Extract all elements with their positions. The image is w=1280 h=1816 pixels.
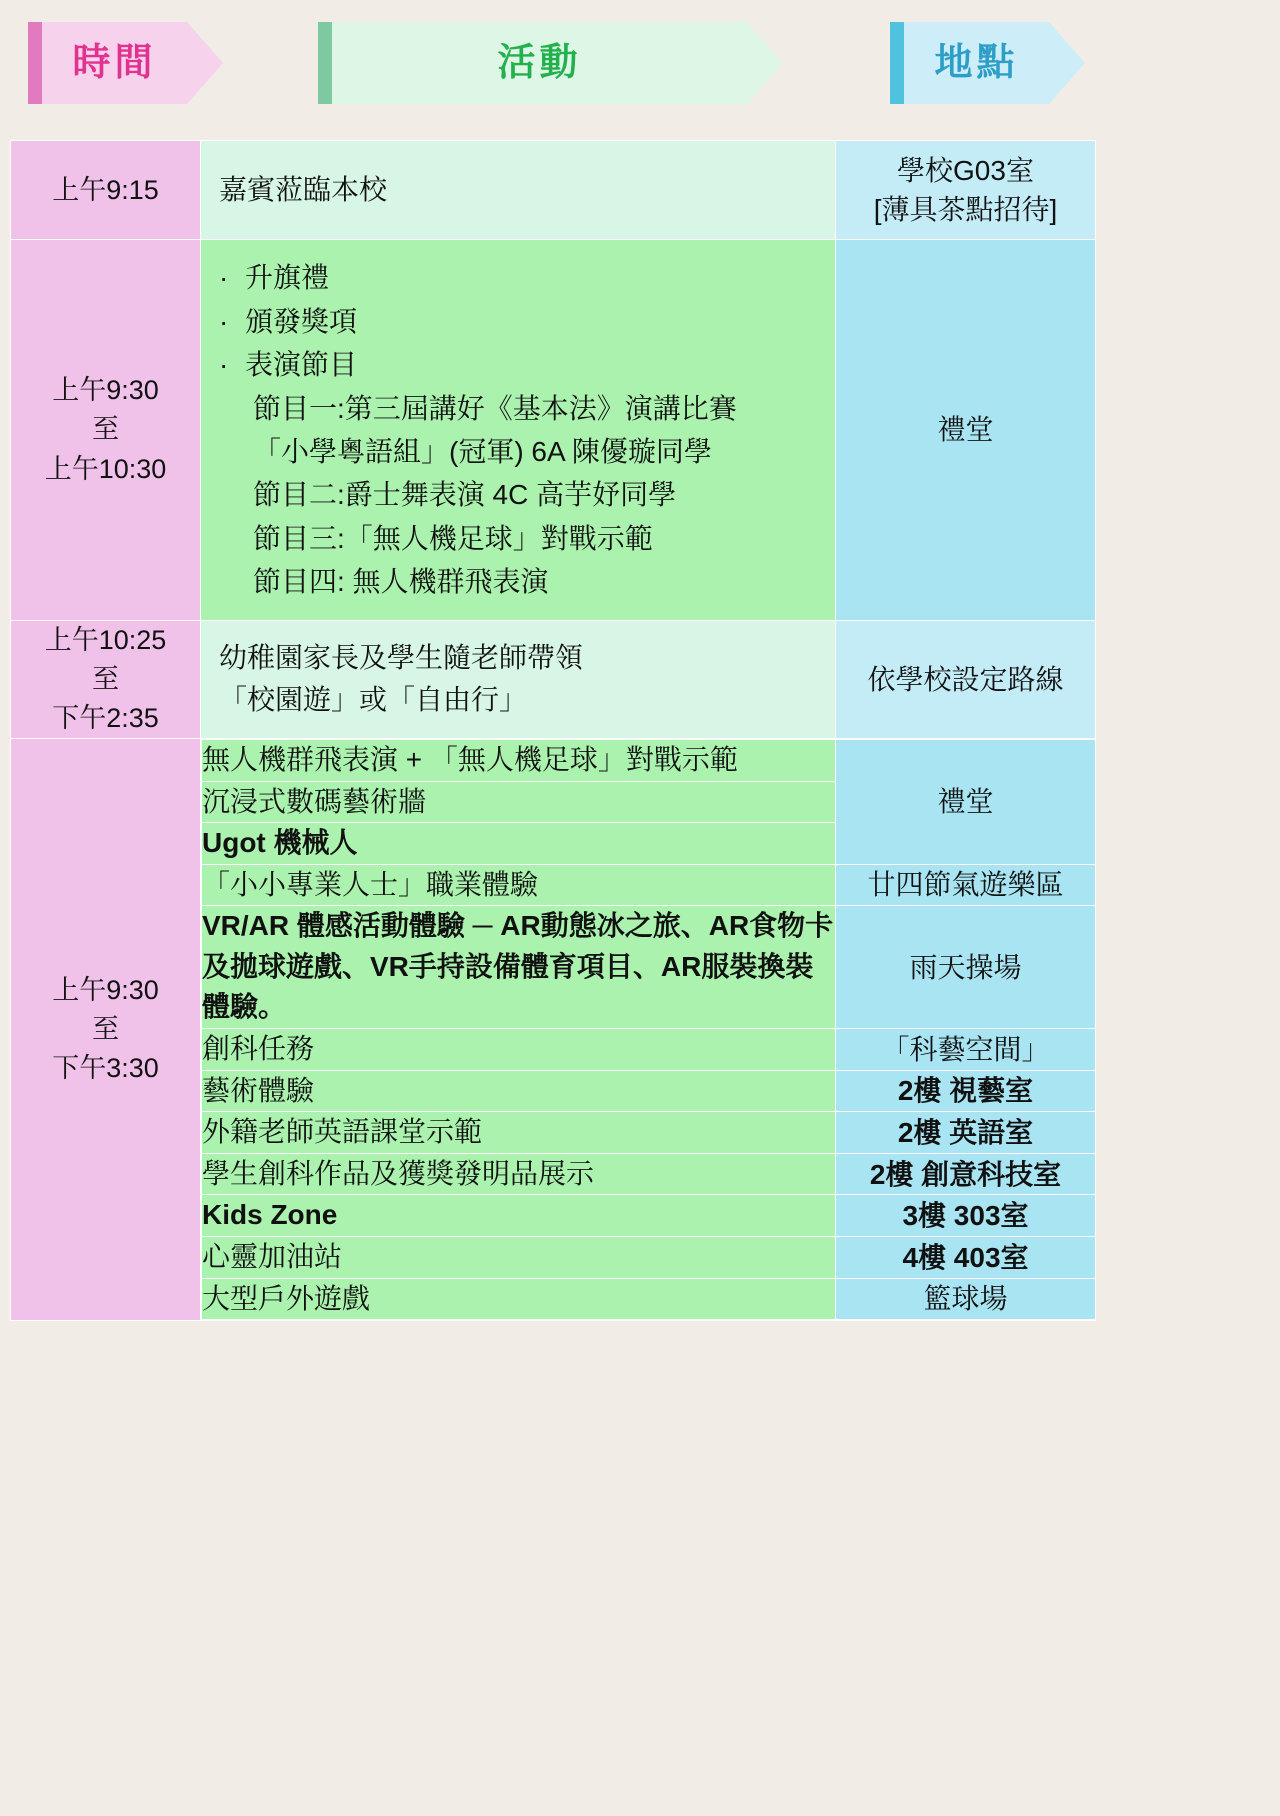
row2-bullet-2-label: 頒發獎項 xyxy=(245,305,358,337)
row2-bullet-1-label: 升旗禮 xyxy=(245,262,330,294)
row4-item-4-activity: VR/AR 體感活動體驗 ─ AR動態冰之旅、AR食物卡及拋球遊戲、VR手持設備體育項目、AR服裝換裝體驗。 xyxy=(202,906,836,1029)
row4-item-6-place: 2樓 視藝室 xyxy=(836,1070,1096,1112)
row4-item-9-place: 3樓 303室 xyxy=(836,1195,1096,1237)
row2-sub-3: 節目二:爵士舞表演 4C 高芋妤同學 xyxy=(253,479,677,511)
row4-detail-table xyxy=(201,739,1096,1320)
row2-sub-4: 節目三:「無人機足球」對戰示範 xyxy=(253,522,653,554)
activity-header-arrow-icon xyxy=(747,22,783,104)
row1-place-line1: 學校G03室 xyxy=(897,155,1034,186)
row2-place-text: 禮堂 xyxy=(937,414,994,446)
bullet-dot-icon: · xyxy=(219,305,229,337)
column-headers xyxy=(0,22,1280,127)
row2-activity-cell xyxy=(201,240,836,620)
row4-item-11-activity: 大型戶外遊戲 xyxy=(202,1278,836,1320)
row3-place-cell xyxy=(836,620,1096,738)
list-item xyxy=(202,864,1096,906)
row4-item-1-activity: 沉浸式數碼藝術牆 xyxy=(202,781,836,823)
time-header-tag xyxy=(28,22,42,104)
row4-item-0-place: 禮堂 xyxy=(836,739,1096,864)
row3-place-text: 依學校設定路線 xyxy=(867,663,1064,695)
row4-item-10-activity: 心靈加油站 xyxy=(202,1237,836,1279)
bullet-dot-icon: · xyxy=(219,349,229,381)
row2-sub-1: 節目一:第三屆講好《基本法》演講比賽 xyxy=(253,392,737,424)
list-item xyxy=(202,1029,1096,1071)
list-item xyxy=(202,739,1096,781)
row4-item-2-activity: Ugot 機械人 xyxy=(202,823,836,865)
row1-activity-text: 嘉賓蒞臨本校 xyxy=(219,174,388,206)
bullet-dot-icon: · xyxy=(219,262,229,294)
row2-bullet-2 xyxy=(219,300,823,343)
row4-item-8-place: 2樓 創意科技室 xyxy=(836,1153,1096,1195)
time-header-body xyxy=(42,22,187,104)
list-item xyxy=(202,1070,1096,1112)
row3-time-line3: 下午2:35 xyxy=(52,702,159,733)
row3-activity-cell xyxy=(201,620,836,738)
list-item xyxy=(202,1112,1096,1154)
row3-activity-text xyxy=(201,623,835,735)
row2-bullet-3 xyxy=(219,343,823,386)
place-header-tag xyxy=(890,22,904,104)
schedule-table xyxy=(10,140,1096,1321)
row1-time-cell xyxy=(11,141,201,240)
place-header-body xyxy=(904,22,1049,104)
header-banner-place xyxy=(890,22,1085,104)
time-header-arrow-icon xyxy=(187,22,223,104)
row2-time-line1: 上午9:30 xyxy=(52,375,159,406)
list-item xyxy=(202,906,1096,1029)
list-item xyxy=(202,1153,1096,1195)
row4-item-6-activity: 藝術體驗 xyxy=(202,1070,836,1112)
row1-place-line2: [薄具茶點招待] xyxy=(873,194,1058,226)
list-item xyxy=(202,1278,1096,1320)
row4-item-5-place: 「科藝空間」 xyxy=(836,1029,1096,1071)
row4-item-9-activity: Kids Zone xyxy=(202,1195,836,1237)
activity-header-label: 活動 xyxy=(497,42,582,84)
row2-bullet-3-label: 表演節目 xyxy=(245,349,358,381)
row2-place-cell xyxy=(836,240,1096,620)
row4-item-3-activity: 「小小專業人士」職業體驗 xyxy=(202,864,836,906)
row1-place-text xyxy=(836,141,1095,239)
row2-activity-list xyxy=(201,240,835,619)
row4-item-5-activity: 創科任務 xyxy=(202,1029,836,1071)
row4-item-4-place: 雨天操場 xyxy=(836,906,1096,1029)
row4-item-7-place: 2樓 英語室 xyxy=(836,1112,1096,1154)
activity-header-body xyxy=(332,22,747,104)
table-row xyxy=(11,141,1096,240)
row4-time-line2: 至 xyxy=(92,1014,119,1044)
row2-time-cell xyxy=(11,240,201,620)
header-banner-activity xyxy=(318,22,783,104)
row4-time-line1: 上午9:30 xyxy=(52,974,159,1005)
row2-bullet-1 xyxy=(219,256,823,299)
row4-item-11-place: 籃球場 xyxy=(836,1278,1096,1320)
row4-item-8-activity: 學生創科作品及獲獎發明品展示 xyxy=(202,1153,836,1195)
row3-activity-line1: 幼稚園家長及學生隨老師帶領 xyxy=(219,642,584,674)
list-item xyxy=(202,1195,1096,1237)
table-row xyxy=(11,738,1096,1320)
row4-item-0-activity: 無人機群飛表演 + 「無人機足球」對戰示範 xyxy=(202,739,836,781)
place-header-label: 地點 xyxy=(934,42,1019,84)
header-banner-time xyxy=(28,22,223,104)
row1-time-line1: 上午9:15 xyxy=(52,174,159,205)
row4-item-10-place: 4樓 403室 xyxy=(836,1237,1096,1279)
row4-item-3-place: 廿四節氣遊樂區 xyxy=(836,864,1096,906)
row2-sub-5: 節目四: 無人機群飛表演 xyxy=(253,566,549,598)
row2-time-line3: 上午10:30 xyxy=(44,453,167,484)
row1-place-cell xyxy=(836,141,1096,240)
list-item xyxy=(202,1237,1096,1279)
row3-activity-line2: 「校園遊」或「自由行」 xyxy=(219,684,528,716)
table-row xyxy=(11,620,1096,738)
row4-item-7-activity: 外籍老師英語課堂示範 xyxy=(202,1112,836,1154)
row2-time-line2: 至 xyxy=(92,414,119,445)
row2-sub-2: 「小學粵語組」(冠軍) 6A 陳優璇同學 xyxy=(253,435,712,467)
table-row xyxy=(11,240,1096,620)
time-header-label: 時間 xyxy=(72,42,157,84)
row3-time-line1: 上午10:25 xyxy=(44,624,167,655)
place-header-arrow-icon xyxy=(1049,22,1085,104)
row3-time-line2: 至 xyxy=(92,663,119,694)
row1-activity-cell xyxy=(201,141,836,240)
row4-detail-cell xyxy=(201,738,1096,1320)
activity-header-tag xyxy=(318,22,332,104)
row4-time-cell xyxy=(11,738,201,1320)
row3-time-cell xyxy=(11,620,201,738)
row4-time-line3: 下午3:30 xyxy=(52,1053,159,1084)
